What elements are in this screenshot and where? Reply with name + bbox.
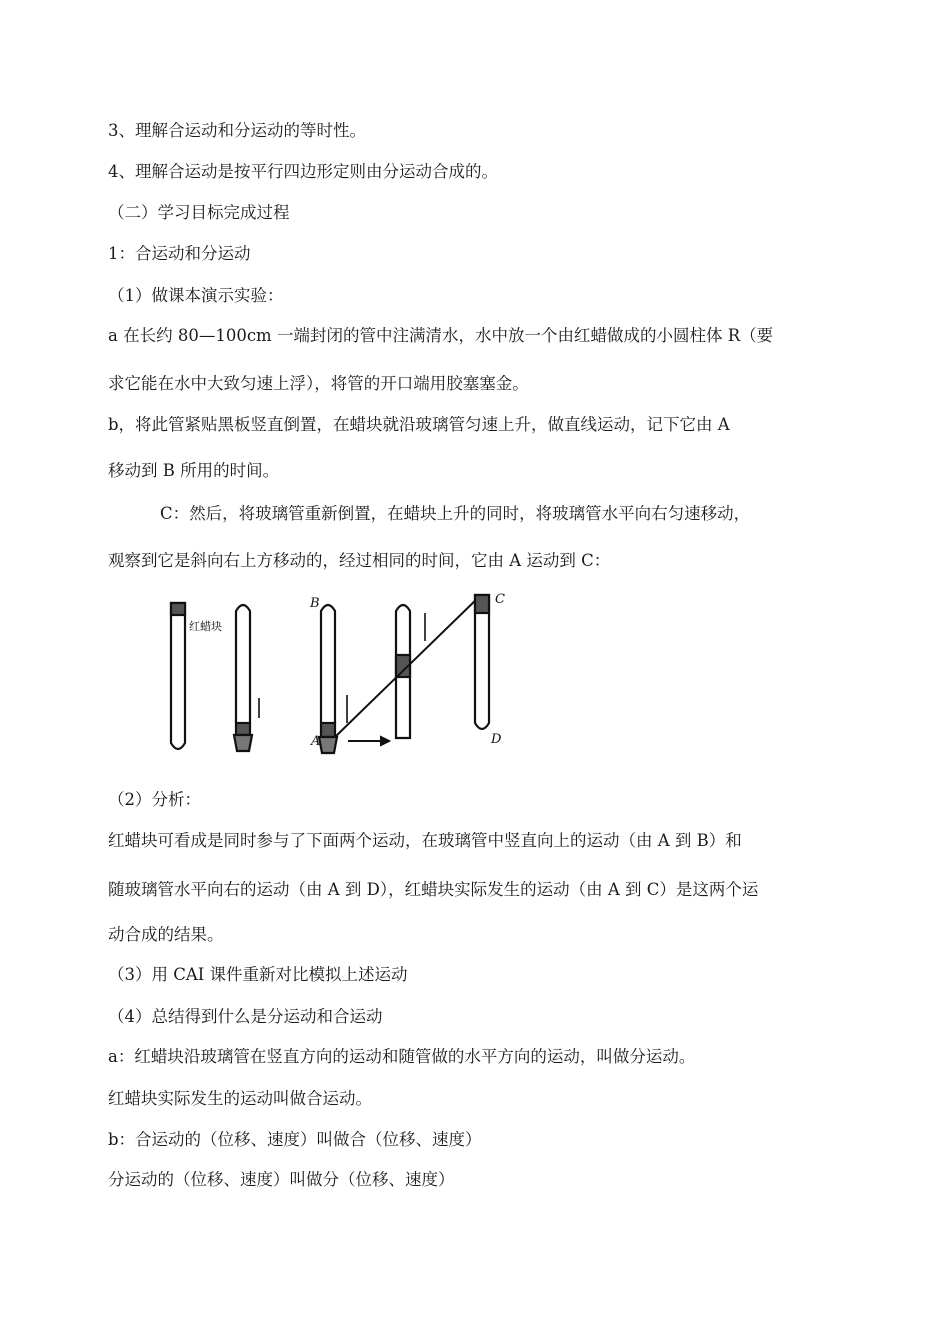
label-C: C (495, 592, 505, 607)
text-line-11: 观察到它是斜向右上方移动的，经过相同的时间，它由 A 运动到 C： (108, 551, 611, 570)
text-line-15: 动合成的结果。 (108, 925, 224, 944)
tube-5 (475, 595, 489, 729)
text-line-6: a 在长约 80—100cm 一端封闭的管中注满清水，水中放一个由红蜡做成的小圆柱体 R（要 (108, 326, 774, 345)
label-A: A (311, 734, 321, 749)
text-line-12: （2）分析： (108, 790, 201, 809)
text-line-9: 移动到 B 所用的时间。 (108, 461, 280, 480)
text-line-17: （4）总结得到什么是分运动和合运动 (108, 1007, 383, 1026)
text-line-13: 红蜡块可看成是同时参与了下面两个运动，在玻璃管中竖直向上的运动（由 A 到 B）和 (108, 831, 742, 850)
wax-label: 红蜡块 (189, 620, 222, 633)
tube-2 (234, 605, 259, 751)
text-line-10: C：然后，将玻璃管重新倒置，在蜡块上升的同时，将玻璃管水平向右匀速移动， (160, 504, 751, 523)
text-line-7: 求它能在水中大致匀速上浮），将管的开口端用胶塞塞金。 (108, 374, 529, 393)
subsection-heading: 1：合运动和分运动 (108, 244, 251, 263)
text-line-19: 红蜡块实际发生的运动叫做合运动。 (108, 1089, 372, 1108)
tube-4 (396, 605, 425, 738)
text-line-1: 3、理解合运动和分运动的等时性。 (108, 121, 366, 140)
text-line-2: 4、理解合运动是按平行四边形定则由分运动合成的。 (108, 162, 498, 181)
text-line-16: （3）用 CAI 课件重新对比模拟上述运动 (108, 965, 408, 984)
label-D: D (491, 732, 502, 747)
section-heading: （二）学习目标完成过程 (108, 203, 290, 222)
tube-1 (171, 603, 185, 749)
text-line-5: （1）做课本演示实验： (108, 286, 284, 305)
text-line-21: 分运动的（位移、速度）叫做分（位移、速度） (108, 1170, 455, 1189)
experiment-diagram (163, 583, 513, 761)
text-line-20: b：合运动的（位移、速度）叫做合（位移、速度） (108, 1130, 482, 1149)
horizontal-arrow (348, 737, 389, 745)
text-line-18: a：红蜡块沿玻璃管在竖直方向的运动和随管做的水平方向的运动，叫做分运动。 (108, 1047, 696, 1066)
text-line-14: 随玻璃管水平向右的运动（由 A 到 D），红蜡块实际发生的运动（由 A 到 C）是这两个运 (108, 880, 759, 899)
label-B: B (310, 596, 320, 611)
experiment-figure (163, 583, 513, 761)
diagonal-path (335, 595, 481, 737)
text-line-8: b，将此管紧贴黑板竖直倒置，在蜡块就沿玻璃管匀速上升，做直线运动，记下它由 A (108, 415, 730, 434)
